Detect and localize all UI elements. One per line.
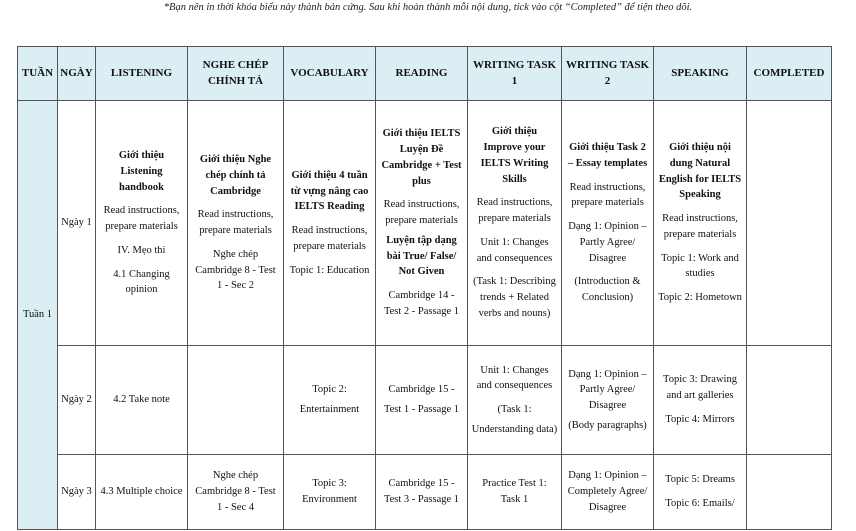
d3-vocab-2: Environment [302, 494, 357, 505]
d3-wt2-3: Disagree [588, 501, 627, 513]
d1-dict-t5: 1 - Sec 2 [216, 280, 255, 292]
d1-reading-t4: Test 2 - Passage 1 [383, 305, 460, 317]
header-wt1-line2: 1 [511, 74, 518, 87]
table-row-day-3 [18, 455, 832, 530]
d1-reading-sub-1: Luyện tập dạng [386, 234, 457, 246]
header-speaking: SPEAKING [654, 47, 747, 101]
d2-vocab-2: Entertainment [299, 404, 360, 415]
day-1-label: Ngày 1 [58, 101, 96, 346]
d1-vocab-title-2: từ vựng nâng cao [290, 185, 369, 197]
d1-dict-t2: prepare materials [199, 225, 272, 236]
d2-vocab-1: Topic 2: [312, 384, 347, 396]
day-2-completed-checkbox-cell[interactable] [747, 346, 832, 455]
d1-dict-title-3: Cambridge [210, 185, 261, 197]
d3-reading-1: Cambridge 15 - [388, 478, 455, 490]
d1-wt1-t6: trends + Related [480, 292, 549, 304]
d1-listening-t5: opinion [125, 284, 158, 296]
d3-vocab-1: Topic 3: [312, 478, 347, 490]
d3-dict-3: 1 - Sec 4 [216, 501, 255, 513]
header-writing-task-1 [468, 47, 562, 101]
d1-listening-t1: Read instructions, [103, 205, 180, 217]
d1-reading-sub-2: bài True/ False/ [386, 250, 457, 262]
d1-wt2-t2: prepare materials [571, 197, 644, 209]
day-2-label: Ngày 2 [58, 346, 96, 455]
d1-speak-title-2: dung Natural [669, 157, 731, 169]
d1-reading-t2: prepare materials [385, 215, 458, 227]
day-1-writing-task-2 [562, 101, 654, 346]
day-1-writing-task-1 [468, 101, 562, 346]
table-row-day-2 [18, 346, 832, 455]
day-1-reading [376, 101, 468, 346]
d1-wt1-t3: Unit 1: Changes [480, 236, 549, 248]
d1-wt2-t3: Dạng 1: Opinion – [568, 221, 647, 233]
day-3-vocabulary [284, 455, 376, 530]
header-row [18, 47, 832, 101]
d2-wt1-1: Unit 1: Changes [480, 364, 549, 376]
d2-wt2-4: (Body paragraphs) [568, 419, 647, 431]
day-2-writing-task-2 [562, 346, 654, 455]
d1-reading-title-1: Giới thiệu IELTS [382, 128, 461, 140]
d1-dict-t4: Cambridge 8 - Test [195, 264, 276, 276]
header-reading: READING [376, 47, 468, 101]
d1-wt2-t1: Read instructions, [569, 181, 646, 193]
d3-wt2-1: Dạng 1: Opinion – [568, 470, 647, 482]
d1-speak-title-1: Giới thiệu nội [669, 142, 731, 154]
d1-listening-t2: prepare materials [105, 221, 178, 232]
d2-wt2-1: Dạng 1: Opinion – [568, 368, 647, 380]
d3-speak-2: Topic 6: Emails/ [665, 498, 735, 509]
d1-speak-title-4: Speaking [679, 189, 721, 201]
day-3-listening: 4.3 Multiple choice [96, 455, 188, 530]
header-vocabulary: VOCABULARY [284, 47, 376, 101]
day-1-vocabulary [284, 101, 376, 346]
d2-reading-2: Test 1 - Passage 1 [383, 404, 460, 415]
day-1-dictation [188, 101, 284, 346]
header-day: NGÀY [58, 47, 96, 101]
d1-dict-t1: Read instructions, [197, 209, 274, 221]
d1-wt1-title-4: Skills [502, 173, 527, 185]
d1-wt1-title-2: Improve your [483, 142, 546, 154]
d3-dict-1: Nghe chép [212, 470, 259, 482]
study-schedule-table [17, 46, 832, 530]
header-dictation-line2: CHÍNH TẢ [207, 74, 264, 87]
d1-vocab-title-1: Giới thiệu 4 tuần [291, 169, 368, 181]
d1-listening-title-1: Giới thiệu [118, 150, 165, 161]
header-wt2-line2: 2 [604, 74, 611, 87]
d1-vocab-t1: Read instructions, [291, 225, 368, 236]
day-3-speaking [654, 455, 747, 530]
d3-wt2-2: Completely Agree/ [567, 486, 648, 498]
day-1-listening [96, 101, 188, 346]
day-2-vocabulary [284, 346, 376, 455]
d2-wt1-3: (Task 1: [497, 404, 532, 415]
d1-reading-t3: Cambridge 14 - [388, 290, 455, 302]
d1-dict-title-2: chép chính tả [205, 169, 266, 181]
d3-wt1-2: Task 1 [500, 494, 529, 505]
day-3-writing-task-2 [562, 455, 654, 530]
d2-speak-1: Topic 3: Drawing [663, 374, 737, 386]
d2-speak-2: and art galleries [666, 390, 734, 402]
d1-speak-t1: Read instructions, [662, 213, 738, 225]
week-cell: Tuần 1 [18, 101, 58, 530]
d1-listening-title-3: handbook [119, 181, 164, 193]
d1-wt1-t5: (Task 1: Describing [473, 276, 556, 288]
d1-listening-t4: 4.1 Changing [113, 268, 170, 280]
header-completed: COMPLETED [747, 47, 832, 101]
d1-speak-t5: Topic 2: Hometown [658, 292, 742, 304]
d1-vocab-t3: Topic 1: Education [289, 264, 370, 276]
d1-wt1-t2: prepare materials [478, 213, 551, 225]
d2-wt1-2: and consequences [476, 380, 553, 392]
table-row-day-1 [18, 101, 832, 346]
d1-wt2-title-2: – Essay templates [567, 157, 648, 169]
d2-wt2-2: Partly Agree/ [579, 384, 636, 396]
d2-speak-3: Topic 4: Mirrors [665, 413, 735, 425]
d1-speak-title-3: English for IELTS [658, 173, 742, 185]
day-1-completed-checkbox-cell[interactable] [747, 101, 832, 346]
d2-reading-1: Cambridge 15 - [388, 384, 455, 396]
header-writing-task-2 [562, 47, 654, 101]
day-3-completed-checkbox-cell[interactable] [747, 455, 832, 530]
d3-dict-2: Cambridge 8 - Test [195, 486, 276, 498]
d1-wt1-title-3: IELTS Writing [480, 157, 549, 169]
day-2-dictation [188, 346, 284, 455]
day-2-listening: 4.2 Take note [96, 346, 188, 455]
d3-wt1-1: Practice Test 1: [482, 478, 547, 490]
day-2-writing-task-1 [468, 346, 562, 455]
day-3-writing-task-1 [468, 455, 562, 530]
d1-wt1-t7: verbs and nouns) [478, 307, 551, 319]
day-3-label: Ngày 3 [58, 455, 96, 530]
day-1-speaking [654, 101, 747, 346]
d1-wt1-t4: and consequences [476, 252, 553, 264]
print-note: *Bạn nên in thời khóa biểu này thành bản cứng. Sau khi hoàn thành mỗi nội dung, tick vào cột “Completed” để tiện theo dõi. [163, 2, 693, 13]
d1-reading-title-4: plus [412, 175, 431, 187]
d3-reading-2: Test 3 - Passage 1 [383, 494, 460, 505]
d1-wt2-t7: Conclusion) [581, 292, 634, 304]
day-3-dictation [188, 455, 284, 530]
d1-vocab-title-3: IELTS Reading [294, 201, 365, 213]
d1-wt2-t5: Disagree [588, 252, 627, 264]
d1-reading-t1: Read instructions, [383, 199, 460, 211]
header-week: TUẦN [18, 47, 58, 101]
d1-wt2-t4: Partly Agree/ [579, 236, 636, 248]
d1-reading-title-2: Luyện Đề [399, 144, 444, 156]
d1-speak-t2: prepare materials [663, 228, 737, 240]
d2-wt1-4: Understanding data) [471, 423, 558, 435]
d1-wt1-t1: Read instructions, [476, 197, 553, 209]
d1-wt1-title-1: Giới thiệu [491, 126, 538, 138]
day-2-reading [376, 346, 468, 455]
d1-wt2-t6: (Introduction & [574, 276, 641, 288]
d1-reading-title-3: Cambridge + Test [381, 159, 462, 171]
d1-speak-t3: Topic 1: Work and [661, 252, 739, 264]
header-wt1-line1: WRITING TASK [472, 58, 557, 71]
d1-dict-title-1: Giới thiệu Nghe [199, 154, 272, 165]
header-dictation-line1: NGHE CHÉP [202, 58, 269, 71]
d3-speak-1: Topic 5: Dreams [665, 474, 735, 486]
header-listening: LISTENING [96, 47, 188, 101]
header-dictation [188, 47, 284, 101]
header-wt2-line1: WRITING TASK [565, 58, 650, 71]
d2-wt2-3: Disagree [588, 400, 627, 411]
d1-listening-t3: IV. Mẹo thi [117, 244, 166, 256]
d1-listening-title-2: Listening [120, 165, 163, 177]
d1-vocab-t2: prepare materials [293, 240, 366, 252]
d1-wt2-title-1: Giới thiệu Task 2 [569, 142, 646, 154]
d1-speak-t4: studies [685, 268, 715, 280]
day-3-reading [376, 455, 468, 530]
d1-reading-sub-3: Not Given [398, 266, 445, 278]
d1-dict-t3: Nghe chép [212, 248, 259, 260]
day-2-speaking [654, 346, 747, 455]
